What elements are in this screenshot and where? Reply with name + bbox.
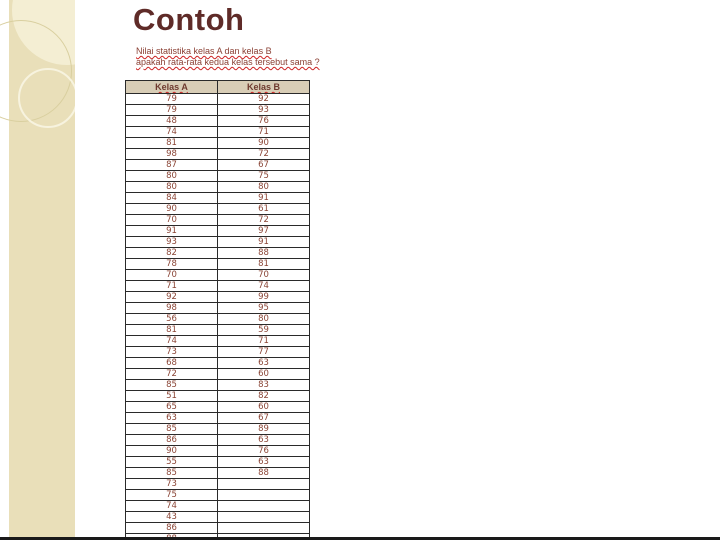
column-header-kelas-b: Kelas B xyxy=(218,81,310,94)
score-cell: 68 xyxy=(126,358,218,369)
score-cell: 91 xyxy=(218,237,310,248)
score-cell: 74 xyxy=(126,127,218,138)
score-cell: 80 xyxy=(218,182,310,193)
score-cell: 93 xyxy=(218,105,310,116)
score-cell: 71 xyxy=(218,336,310,347)
score-cell: 80 xyxy=(218,314,310,325)
score-cell: 93 xyxy=(126,237,218,248)
table-row xyxy=(126,347,310,358)
table-row xyxy=(126,325,310,336)
problem-line-1: Nilai statistika kelas A dan kelas B xyxy=(136,46,272,56)
score-cell: 63 xyxy=(218,435,310,446)
score-cell: 85 xyxy=(126,424,218,435)
table-row xyxy=(126,193,310,204)
table-row xyxy=(126,468,310,479)
score-cell: 77 xyxy=(218,347,310,358)
score-cell: 95 xyxy=(218,303,310,314)
table-row xyxy=(126,281,310,292)
score-cell: 76 xyxy=(218,116,310,127)
score-cell: 83 xyxy=(218,380,310,391)
table-row xyxy=(126,358,310,369)
score-cell: 60 xyxy=(218,369,310,380)
score-cell: 78 xyxy=(126,259,218,270)
score-cell: 63 xyxy=(126,413,218,424)
table-row xyxy=(126,182,310,193)
score-cell: 89 xyxy=(218,424,310,435)
table-row xyxy=(126,402,310,413)
table-row xyxy=(126,204,310,215)
score-cell: 81 xyxy=(126,138,218,149)
slide-title: Contoh xyxy=(133,2,245,37)
table-row xyxy=(126,435,310,446)
score-cell: 73 xyxy=(126,479,218,490)
table-row xyxy=(126,490,310,501)
table-row xyxy=(126,303,310,314)
score-cell: 71 xyxy=(126,281,218,292)
score-cell: 67 xyxy=(218,413,310,424)
scores-table xyxy=(125,80,310,540)
score-cell: 48 xyxy=(126,116,218,127)
score-cell: 63 xyxy=(218,457,310,468)
score-cell: 79 xyxy=(126,94,218,105)
table-row xyxy=(126,292,310,303)
table-row xyxy=(126,171,310,182)
score-cell: 92 xyxy=(126,292,218,303)
table-row xyxy=(126,424,310,435)
score-cell: 76 xyxy=(218,446,310,457)
table-row xyxy=(126,512,310,523)
score-cell: 72 xyxy=(218,149,310,160)
score-cell: 72 xyxy=(218,215,310,226)
score-cell: 63 xyxy=(218,358,310,369)
score-cell: 74 xyxy=(126,336,218,347)
score-cell xyxy=(218,523,310,534)
table-row xyxy=(126,270,310,281)
decorative-sidebar xyxy=(0,0,75,540)
score-cell: 86 xyxy=(126,435,218,446)
score-cell: 71 xyxy=(218,127,310,138)
score-cell: 81 xyxy=(126,325,218,336)
problem-line-2: apakah rata-rata kedua kelas tersebut sama ? xyxy=(136,57,320,67)
table-row xyxy=(126,127,310,138)
table-row xyxy=(126,160,310,171)
score-cell: 60 xyxy=(218,402,310,413)
table-row xyxy=(126,523,310,534)
table-row xyxy=(126,501,310,512)
table-row xyxy=(126,215,310,226)
table-row xyxy=(126,259,310,270)
score-cell: 43 xyxy=(126,512,218,523)
score-cell: 90 xyxy=(126,204,218,215)
score-cell: 98 xyxy=(126,303,218,314)
score-cell xyxy=(218,512,310,523)
score-cell: 88 xyxy=(218,468,310,479)
score-cell: 74 xyxy=(126,501,218,512)
table-row xyxy=(126,149,310,160)
table-row xyxy=(126,248,310,259)
table-row xyxy=(126,446,310,457)
table-row xyxy=(126,237,310,248)
table-row xyxy=(126,94,310,105)
score-cell xyxy=(218,490,310,501)
score-cell: 65 xyxy=(126,402,218,413)
circle-ring-decoration-icon xyxy=(18,68,75,128)
score-cell: 98 xyxy=(126,149,218,160)
score-cell: 84 xyxy=(126,193,218,204)
table-row xyxy=(126,457,310,468)
table-row xyxy=(126,226,310,237)
score-cell: 81 xyxy=(218,259,310,270)
table-row xyxy=(126,380,310,391)
score-cell: 87 xyxy=(126,160,218,171)
score-cell: 97 xyxy=(218,226,310,237)
problem-statement xyxy=(136,46,320,68)
score-cell: 90 xyxy=(126,446,218,457)
table-row xyxy=(126,369,310,380)
score-cell: 51 xyxy=(126,391,218,402)
score-cell: 86 xyxy=(126,523,218,534)
score-cell: 55 xyxy=(126,457,218,468)
score-cell: 91 xyxy=(218,193,310,204)
score-cell: 70 xyxy=(126,270,218,281)
score-cell: 85 xyxy=(126,380,218,391)
score-cell: 59 xyxy=(218,325,310,336)
score-cell: 75 xyxy=(218,171,310,182)
score-cell: 80 xyxy=(126,182,218,193)
score-cell: 80 xyxy=(126,171,218,182)
score-cell: 99 xyxy=(218,292,310,303)
table-row xyxy=(126,413,310,424)
score-cell: 88 xyxy=(218,248,310,259)
score-cell: 74 xyxy=(218,281,310,292)
score-cell: 70 xyxy=(218,270,310,281)
table-row xyxy=(126,336,310,347)
score-cell xyxy=(218,479,310,490)
score-cell: 70 xyxy=(126,215,218,226)
score-cell: 56 xyxy=(126,314,218,325)
score-cell: 91 xyxy=(126,226,218,237)
score-cell xyxy=(218,501,310,512)
table-row xyxy=(126,105,310,116)
table-header-row xyxy=(126,81,310,94)
table-row xyxy=(126,479,310,490)
score-cell: 82 xyxy=(218,391,310,402)
column-header-kelas-a: Kelas A xyxy=(126,81,218,94)
scores-table-body xyxy=(126,94,310,540)
table-row xyxy=(126,391,310,402)
table-row xyxy=(126,138,310,149)
table-row xyxy=(126,116,310,127)
score-cell: 79 xyxy=(126,105,218,116)
score-cell: 75 xyxy=(126,490,218,501)
score-cell: 67 xyxy=(218,160,310,171)
score-cell: 85 xyxy=(126,468,218,479)
score-cell: 72 xyxy=(126,369,218,380)
score-cell: 61 xyxy=(218,204,310,215)
table-row xyxy=(126,314,310,325)
score-cell: 82 xyxy=(126,248,218,259)
score-cell: 73 xyxy=(126,347,218,358)
score-cell: 90 xyxy=(218,138,310,149)
score-cell: 92 xyxy=(218,94,310,105)
